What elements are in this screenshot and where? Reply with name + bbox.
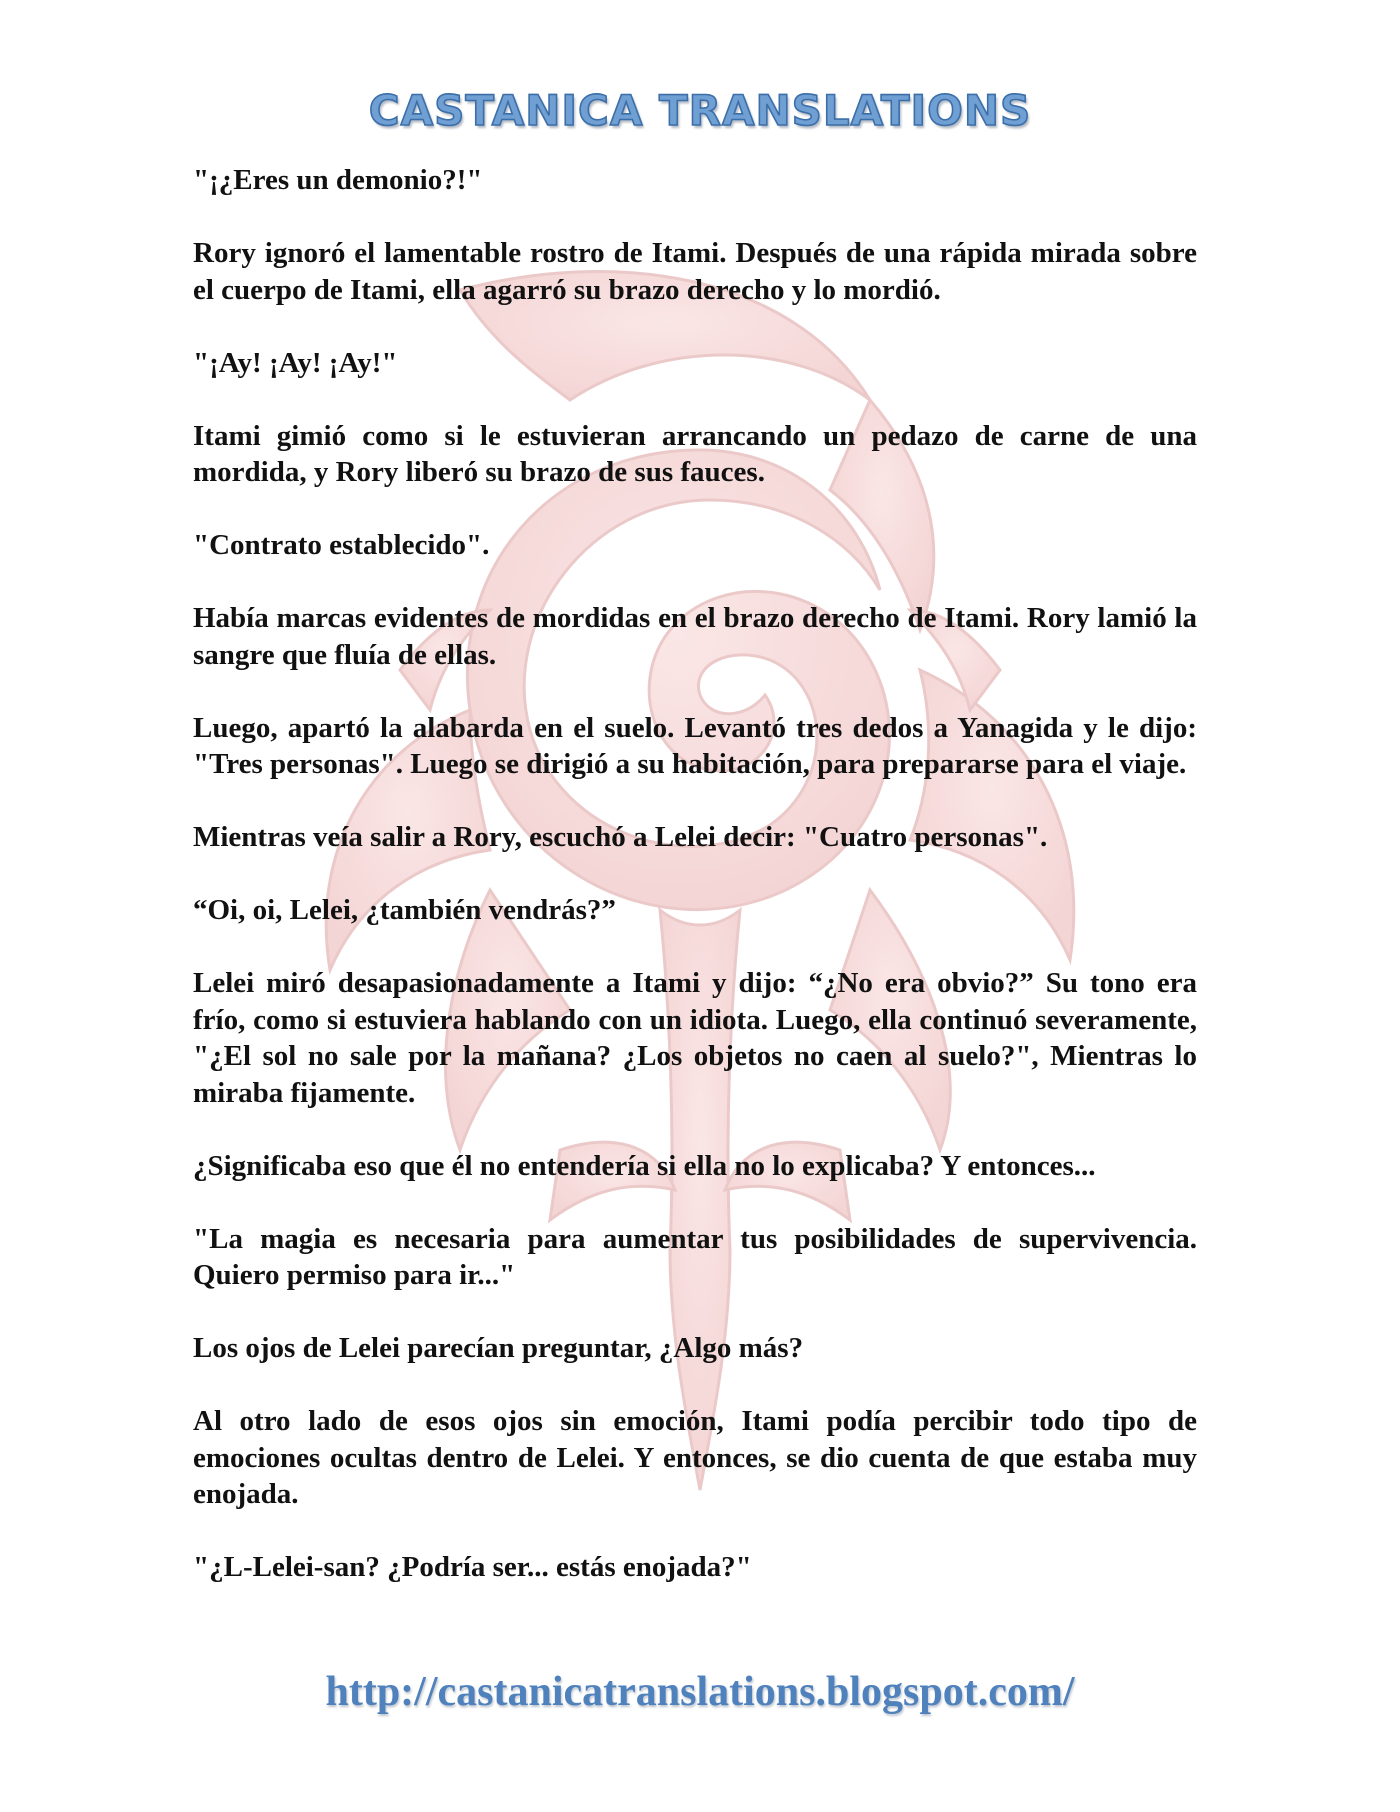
- paragraph: "¡Ay! ¡Ay! ¡Ay!": [193, 346, 398, 379]
- paragraph: Mientras veía salir a Rory, escuchó a Lelei decir: "Cuatro personas".: [193, 821, 1048, 853]
- paragraph: Lelei miró desapasionadamente a Itami y dijo: “¿No era obvio?” Su tono era frío, como si estuviera hablando con un idiota. Luego, ella continuó severamente, "¿El sol no sale por la mañana? ¿Los objetos no caen al suelo?", Mientras lo miraba fijamente.: [193, 967, 1197, 1109]
- paragraph: Itami gimió como si le estuvieran arrancando un pedazo de carne de una mordida, y Rory liberó su brazo de sus fauces.: [193, 419, 1197, 488]
- paragraph: "¿L-Lelei-san? ¿Podría ser... estás enojada?": [193, 1551, 752, 1583]
- paragraph: ¿Significaba eso que él no entendería si ella no lo explicaba? Y entonces...: [193, 1149, 1096, 1182]
- site-title: CASTANICA TRANSLATIONS: [368, 86, 1032, 135]
- paragraph: "Contrato establecido".: [193, 529, 490, 561]
- paragraph: Había marcas evidentes de mordidas en el brazo derecho de Itami. Rory lamió la sangre que fluía de ellas.: [193, 602, 1197, 671]
- paragraph: Rory ignoró el lamentable rostro de Itami. Después de una rápida mirada sobre el cuerpo de Itami, ella agarró su brazo derecho y lo mordió.: [193, 237, 1197, 306]
- paragraph: “Oi, oi, Lelei, ¿también vendrás?”: [193, 894, 616, 926]
- paragraph: "¡¿Eres un demonio?!": [193, 164, 483, 196]
- paragraph: Los ojos de Lelei parecían preguntar, ¿Algo más?: [193, 1332, 804, 1364]
- story-text: [193, 162, 1197, 1622]
- paragraph: Al otro lado de esos ojos sin emoción, Itami podía percibir todo tipo de emociones ocultas dentro de Lelei. Y entonces, se dio cuenta de que estaba muy enojada.: [193, 1405, 1197, 1510]
- blog-url-link[interactable]: http://castanicatranslations.blogspot.com/: [325, 1669, 1075, 1715]
- paragraph: "La magia es necesaria para aumentar tus posibilidades de supervivencia. Quiero permiso para ir...": [193, 1222, 1197, 1291]
- paragraph: Luego, apartó la alabarda en el suelo. Levantó tres dedos a Yanagida y le dijo: "Tres personas". Luego se dirigió a su habitación, para prepararse para el viaje.: [193, 711, 1197, 780]
